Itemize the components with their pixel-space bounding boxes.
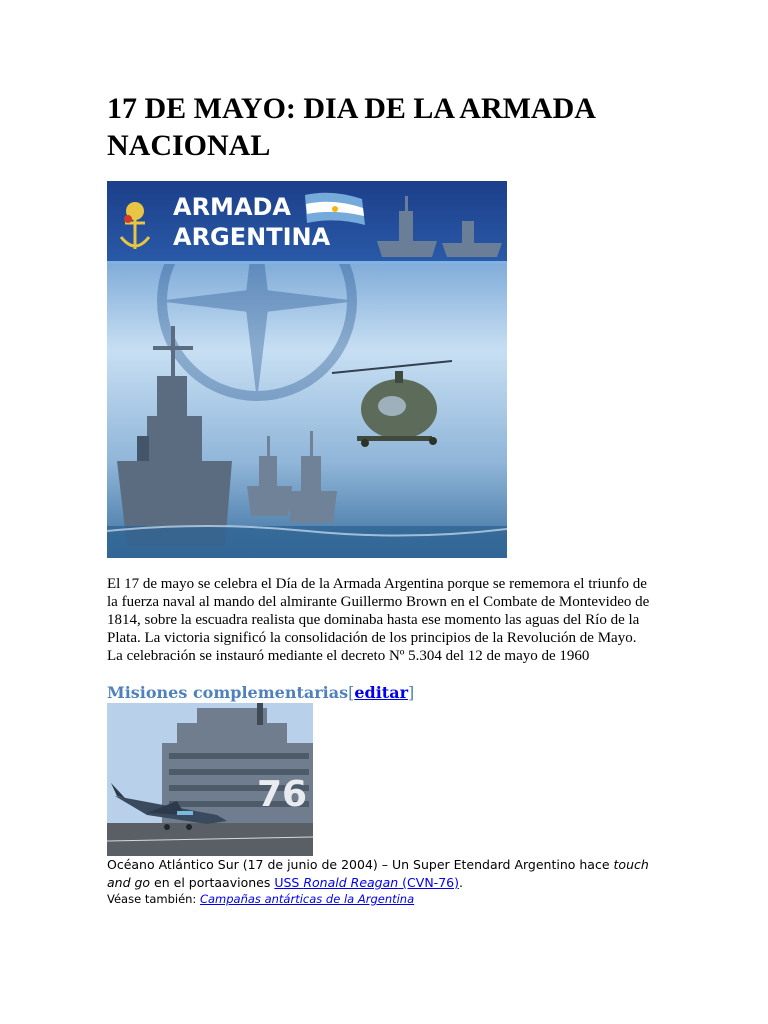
carrier-link[interactable] [274, 875, 459, 890]
argentina-flag-icon [305, 193, 365, 225]
body-paragraph: El 17 de mayo se celebra el Día de la Armada Argentina porque se rememora el triunfo de la fuerza naval al mando del almirante Guillermo Brown en el Combate de Montevideo de 1814, sobre la escuadra realista que dominaba hasta ese momento las aguas del Río de la Plata. La victoria significó la consolidación de los principios de la Revolución de Mayo. La celebración se instauró mediante el decreto Nº 5.304 del 12 de mayo de 1960 [107, 576, 650, 664]
logo-line-argentina: ARGENTINA [173, 223, 331, 251]
armada-hero-image [107, 181, 507, 558]
caption-end: . [458, 875, 463, 890]
section-heading [107, 683, 414, 703]
carrier-link-name: Ronald Reagan [303, 875, 399, 890]
see-also-link[interactable]: Campañas antárticas de la Argentina [199, 892, 415, 906]
logo-line-armada: ARMADA [173, 193, 292, 221]
carrier-link-suffix: (CVN-76) [398, 875, 459, 890]
edit-bracket-close: ] [408, 683, 415, 702]
hull-number: 76 [257, 774, 308, 815]
edit-bracket-open: [ [348, 683, 355, 702]
caption-mid: en el portaaviones [150, 875, 275, 890]
carrier-photo [107, 703, 313, 856]
see-also-label: Véase también: [107, 892, 200, 906]
section-heading-text: Misiones complementarias [107, 683, 349, 702]
carrier-graphic [107, 703, 313, 856]
figure-caption [107, 856, 667, 892]
armada-hero-graphic [107, 181, 507, 558]
caption-prefix: Océano Atlántico Sur (17 de junio de 2004) – Un Super Etendard Argentino hace [107, 857, 614, 872]
see-also [107, 891, 667, 907]
carrier-link-prefix: USS [274, 875, 304, 890]
edit-link[interactable]: editar [354, 683, 408, 702]
page-title: 17 DE MAYO: DIA DE LA ARMADA NACIONAL [107, 92, 595, 162]
caption-italic: touch and go [107, 857, 649, 890]
